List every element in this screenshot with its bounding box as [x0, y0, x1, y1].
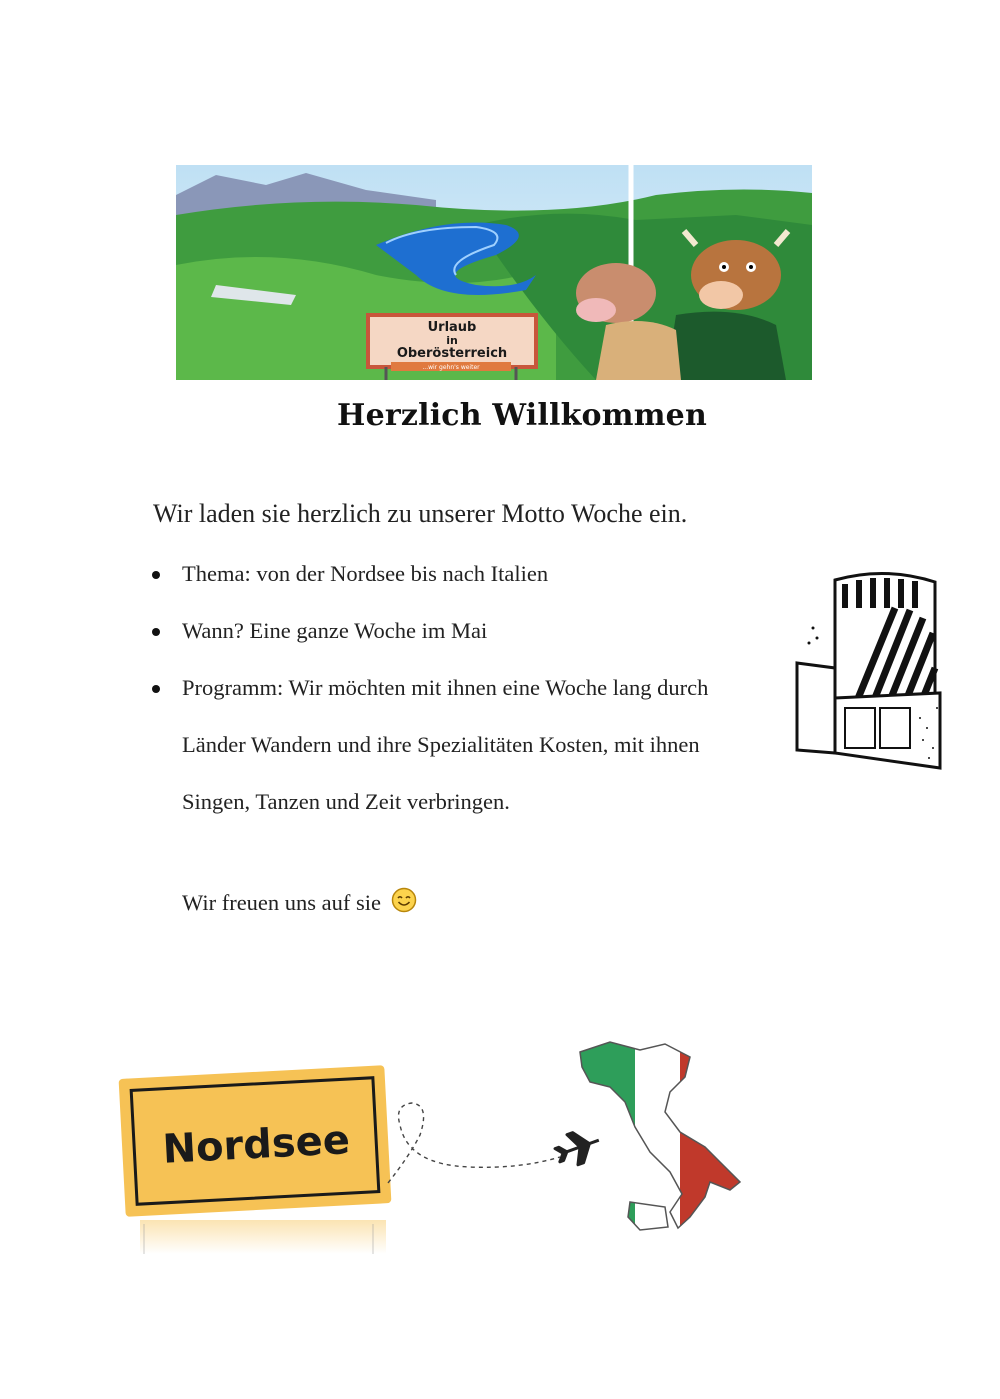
banner-tagline: ...wir gehn's weiter	[422, 364, 480, 371]
closing-line	[182, 887, 417, 919]
list-item-when: Wann? Eine ganze Woche im Mai	[150, 602, 790, 659]
list-item-program-end: Singen, Tanzen und Zeit verbringen.	[182, 789, 510, 814]
smiley-icon	[391, 887, 417, 919]
banner-sign-line-3: Oberösterreich	[396, 346, 508, 361]
banner-sign-line-2: in	[446, 334, 458, 347]
info-list	[150, 545, 790, 830]
list-item-theme: Thema: von der Nordsee bis nach Italien	[150, 545, 790, 602]
closing-text: Wir freuen uns auf sie	[182, 890, 382, 915]
list-item-program-continued: Länder Wandern und ihre Spezialitäten Kosten, mit ihnen	[182, 732, 700, 757]
nordsee-sign-text: Nordsee	[161, 1117, 351, 1173]
banner-sign-line-1: Urlaub	[427, 320, 477, 335]
page-title: Herzlich Willkommen	[337, 398, 707, 433]
italy-map-icon	[570, 1032, 750, 1237]
nordsee-sign	[118, 1058, 403, 1258]
list-item-program: Programm: Wir möchten mit ihnen eine Woche lang durch	[150, 659, 790, 716]
banner-illustration	[176, 165, 812, 380]
beach-chair-icon	[795, 568, 945, 773]
intro-text: Wir laden sie herzlich zu unserer Motto Woche ein.	[153, 499, 688, 528]
